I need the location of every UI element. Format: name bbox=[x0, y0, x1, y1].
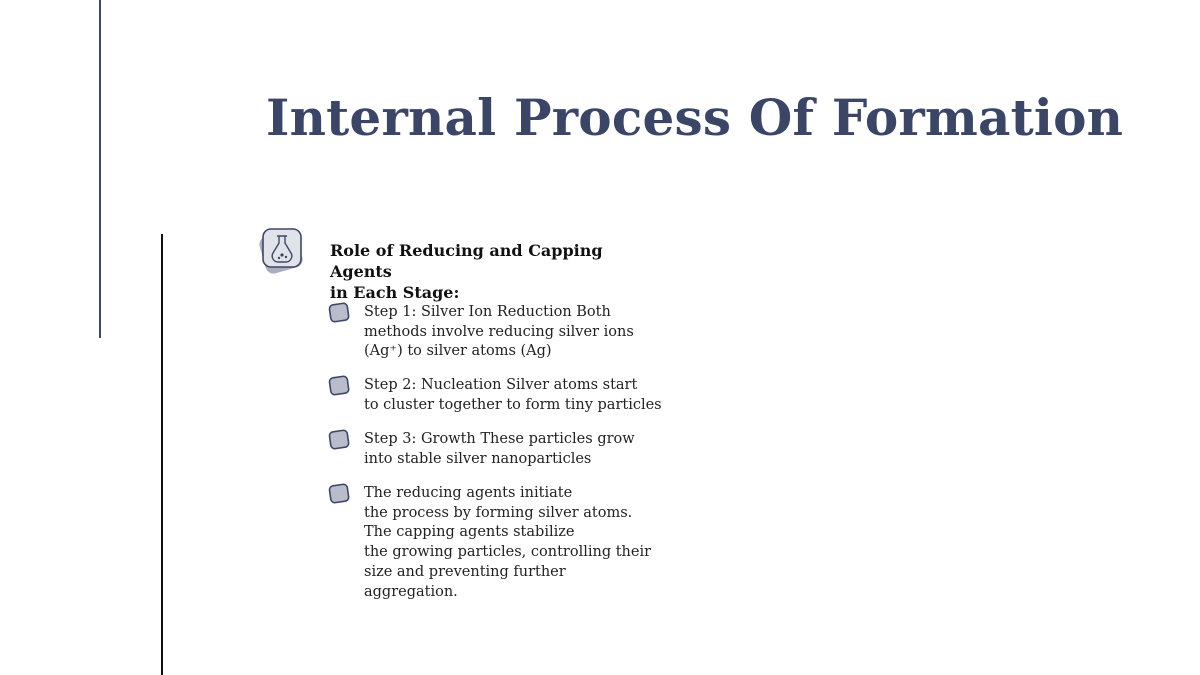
bullet-line: into stable silver nanoparticles bbox=[364, 450, 592, 467]
bullet-line: aggregation. bbox=[364, 583, 458, 600]
bullet-line: size and preventing further bbox=[364, 563, 566, 580]
rounded-square-bullet-icon bbox=[327, 427, 353, 451]
bullet-line: Step 2: Nucleation Silver atoms start bbox=[364, 377, 638, 393]
bullet-line: the growing particles, controlling their bbox=[364, 544, 652, 561]
rounded-square-bullet-icon bbox=[327, 481, 353, 505]
bullet-line: Step 3: Growth These particles grow bbox=[364, 431, 635, 447]
bullet-line: methods involve reducing silver ions bbox=[364, 323, 634, 340]
rounded-square-bullet-icon bbox=[327, 373, 353, 397]
lab-flask-icon bbox=[255, 225, 311, 277]
bullet-line: Step 1: Silver Ion Reduction Both bbox=[364, 304, 611, 320]
rounded-square-bullet-icon bbox=[327, 300, 353, 324]
heading-line: in Each Stage: bbox=[330, 283, 460, 302]
left-accent-line-bottom bbox=[161, 234, 163, 675]
bullet-line: (Ag⁺) to silver atoms (Ag) bbox=[364, 343, 552, 360]
bullet-line: the process by forming silver atoms. bbox=[364, 504, 633, 521]
bullet-line: to cluster together to form tiny particles bbox=[364, 396, 662, 413]
heading-line: Role of Reducing and Capping Agents bbox=[330, 241, 603, 281]
bullet-line: The reducing agents initiate bbox=[364, 485, 573, 501]
slide-title: Internal Process Of Formation bbox=[266, 88, 1124, 147]
section-heading bbox=[330, 240, 660, 303]
left-accent-line-top bbox=[99, 0, 101, 338]
bullet-line: The capping agents stabilize bbox=[364, 524, 575, 541]
